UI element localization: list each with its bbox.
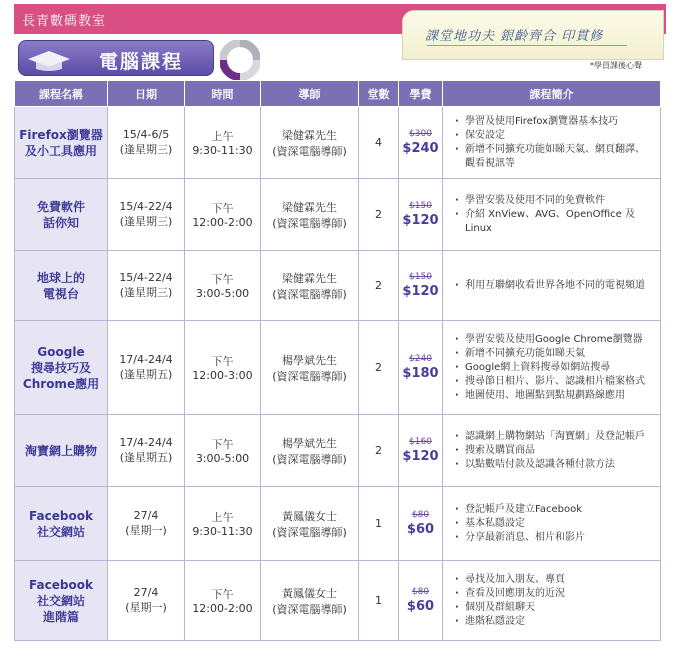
- slogan-text: 課堂地功夫 銀齡齊合 印貫修: [425, 29, 604, 44]
- original-fee: $80: [411, 587, 430, 597]
- graduation-cap-icon: [26, 50, 72, 72]
- course-name: 免費軟件 話你知: [15, 179, 108, 251]
- description-item: · 介紹 XnView、AVG、OpenOffice 及 Linux: [455, 208, 654, 236]
- description-item: · 搜尋節日相片、影片、認識相片檔案格式: [455, 375, 654, 389]
- description-item: · 分享最新消息、相片和影片: [455, 531, 654, 545]
- course-sessions: 2: [359, 179, 399, 251]
- course-tutor: 黃鳳儀女士 (資深電腦導師): [261, 561, 359, 641]
- course-fee-cell: [399, 107, 443, 179]
- table-row: [15, 487, 661, 561]
- column-header: 導師: [261, 81, 359, 107]
- course-description: [443, 321, 661, 415]
- discounted-fee: $60: [406, 599, 435, 614]
- course-time: 下午 12:00-2:00: [185, 561, 261, 641]
- description-list: [455, 333, 654, 403]
- description-item: · 地圖使用、地圖點到點規劃路線應用: [455, 389, 654, 403]
- slogan-card: [402, 10, 664, 60]
- course-sessions: 2: [359, 321, 399, 415]
- discounted-fee: $180: [402, 366, 439, 381]
- course-date: 27/4 (星期一): [108, 487, 185, 561]
- description-item: · 基本私隱設定: [455, 517, 654, 531]
- original-fee: $150: [409, 201, 432, 211]
- course-name: Firefox瀏覽器 及小工具應用: [15, 107, 108, 179]
- description-item: · 以點數咭付款及認識各種付款方法: [455, 458, 654, 472]
- description-item: · 新增不同擴充功能如睇天氣: [455, 347, 654, 361]
- table-row: [15, 321, 661, 415]
- original-fee: $150: [409, 272, 432, 282]
- course-name: 地球上的 電視台: [15, 251, 108, 321]
- description-item: · 登記帳戶及建立Facebook: [455, 503, 654, 517]
- course-name: 淘寶網上購物: [15, 415, 108, 487]
- discounted-fee: $120: [402, 213, 439, 228]
- original-fee: $240: [409, 354, 432, 364]
- original-fee: $300: [409, 129, 432, 139]
- description-item: · 學習及使用Firefox瀏覽器基本技巧: [455, 115, 654, 129]
- description-item: · 保安設定: [455, 129, 654, 143]
- table-row: [15, 251, 661, 321]
- course-fee-cell: [399, 487, 443, 561]
- course-sessions: 1: [359, 561, 399, 641]
- course-time: 下午 3:00-5:00: [185, 415, 261, 487]
- course-time: 下午 12:00-2:00: [185, 179, 261, 251]
- column-header: 時間: [185, 81, 261, 107]
- description-item: · 新增不同擴充功能如睇天氣、網頁翻譯、觀看視訊等: [455, 143, 654, 171]
- table-header-row: [15, 81, 661, 107]
- description-item: · 個別及群組聊天: [455, 601, 654, 615]
- column-header: 日期: [108, 81, 185, 107]
- description-item: · 認識網上購物網站「淘寶網」及登記帳戶: [455, 430, 654, 444]
- course-date: 15/4-22/4 (逢星期三): [108, 179, 185, 251]
- original-fee: $160: [409, 437, 432, 447]
- column-header: 學費: [399, 81, 443, 107]
- description-item: · Google網上資料搜尋如網站搜尋: [455, 361, 654, 375]
- course-date: 27/4 (星期一): [108, 561, 185, 641]
- description-item: · 學習安裝及使用不同的免費軟件: [455, 194, 654, 208]
- course-tutor: 黃鳳儀女士 (資深電腦導師): [261, 487, 359, 561]
- course-description: [443, 487, 661, 561]
- course-tutor: 梁健霖先生 (資深電腦導師): [261, 107, 359, 179]
- description-list: [455, 430, 654, 472]
- course-fee-cell: [399, 561, 443, 641]
- course-table-body: [15, 107, 661, 641]
- description-list: [455, 194, 654, 236]
- course-name: Facebook 社交網站: [15, 487, 108, 561]
- course-time: 下午 3:00-5:00: [185, 251, 261, 321]
- course-name: Google 搜尋技巧及 Chrome應用: [15, 321, 108, 415]
- course-description: [443, 107, 661, 179]
- discounted-fee: $60: [406, 522, 435, 537]
- table-row: [15, 107, 661, 179]
- course-tutor: 楊學斌先生 (資深電腦導師): [261, 321, 359, 415]
- course-description: [443, 561, 661, 641]
- course-date: 15/4-6/5 (逢星期三): [108, 107, 185, 179]
- description-item: · 查看及回應朋友的近況: [455, 587, 654, 601]
- column-header: 堂數: [359, 81, 399, 107]
- course-description: [443, 251, 661, 321]
- course-tutor: 楊學斌先生 (資深電腦導師): [261, 415, 359, 487]
- course-sessions: 1: [359, 487, 399, 561]
- original-fee: $80: [411, 510, 430, 520]
- course-date: 15/4-22/4 (逢星期三): [108, 251, 185, 321]
- description-item: · 搜索及購買商品: [455, 444, 654, 458]
- course-sessions: 2: [359, 251, 399, 321]
- table-row: [15, 415, 661, 487]
- discounted-fee: $240: [402, 141, 439, 156]
- description-item: · 學習安裝及使用Google Chrome瀏覽器: [455, 333, 654, 347]
- course-description: [443, 179, 661, 251]
- note-text: *學員課後心聲: [590, 61, 642, 70]
- course-fee-cell: [399, 251, 443, 321]
- table-row: [15, 561, 661, 641]
- description-list: [455, 279, 654, 293]
- discounted-fee: $120: [402, 284, 439, 299]
- description-item: · 進階私隱設定: [455, 615, 654, 629]
- course-fee-cell: [399, 415, 443, 487]
- course-tutor: 梁健霖先生 (資深電腦導師): [261, 179, 359, 251]
- section-title: 電腦課程: [99, 51, 184, 73]
- course-tutor: 梁健霖先生 (資深電腦導師): [261, 251, 359, 321]
- description-list: [455, 503, 654, 545]
- discounted-fee: $120: [402, 449, 439, 464]
- course-fee-cell: [399, 179, 443, 251]
- course-name: Facebook 社交網站 進階篇: [15, 561, 108, 641]
- course-time: 下午 12:00-3:00: [185, 321, 261, 415]
- course-sessions: 2: [359, 415, 399, 487]
- pie-logo-icon: [220, 40, 260, 80]
- course-description: [443, 415, 661, 487]
- course-date: 17/4-24/4 (逢星期五): [108, 415, 185, 487]
- course-fee-cell: [399, 321, 443, 415]
- course-time: 上午 9:30-11:30: [185, 107, 261, 179]
- table-row: [15, 179, 661, 251]
- column-header: 課程名稱: [15, 81, 108, 107]
- description-list: [455, 573, 654, 629]
- course-time: 上午 9:30-11:30: [185, 487, 261, 561]
- description-item: · 利用互聯網收看世界各地不同的電視頻道: [455, 279, 654, 293]
- description-list: [455, 115, 654, 171]
- description-item: · 尋找及加入朋友、專頁: [455, 573, 654, 587]
- course-date: 17/4-24/4 (逢星期五): [108, 321, 185, 415]
- course-table: [14, 80, 661, 641]
- course-sessions: 4: [359, 107, 399, 179]
- slogan-underline: [427, 45, 627, 46]
- column-header: 課程簡介: [443, 81, 661, 107]
- org-name: 長青數碼教室: [22, 14, 107, 29]
